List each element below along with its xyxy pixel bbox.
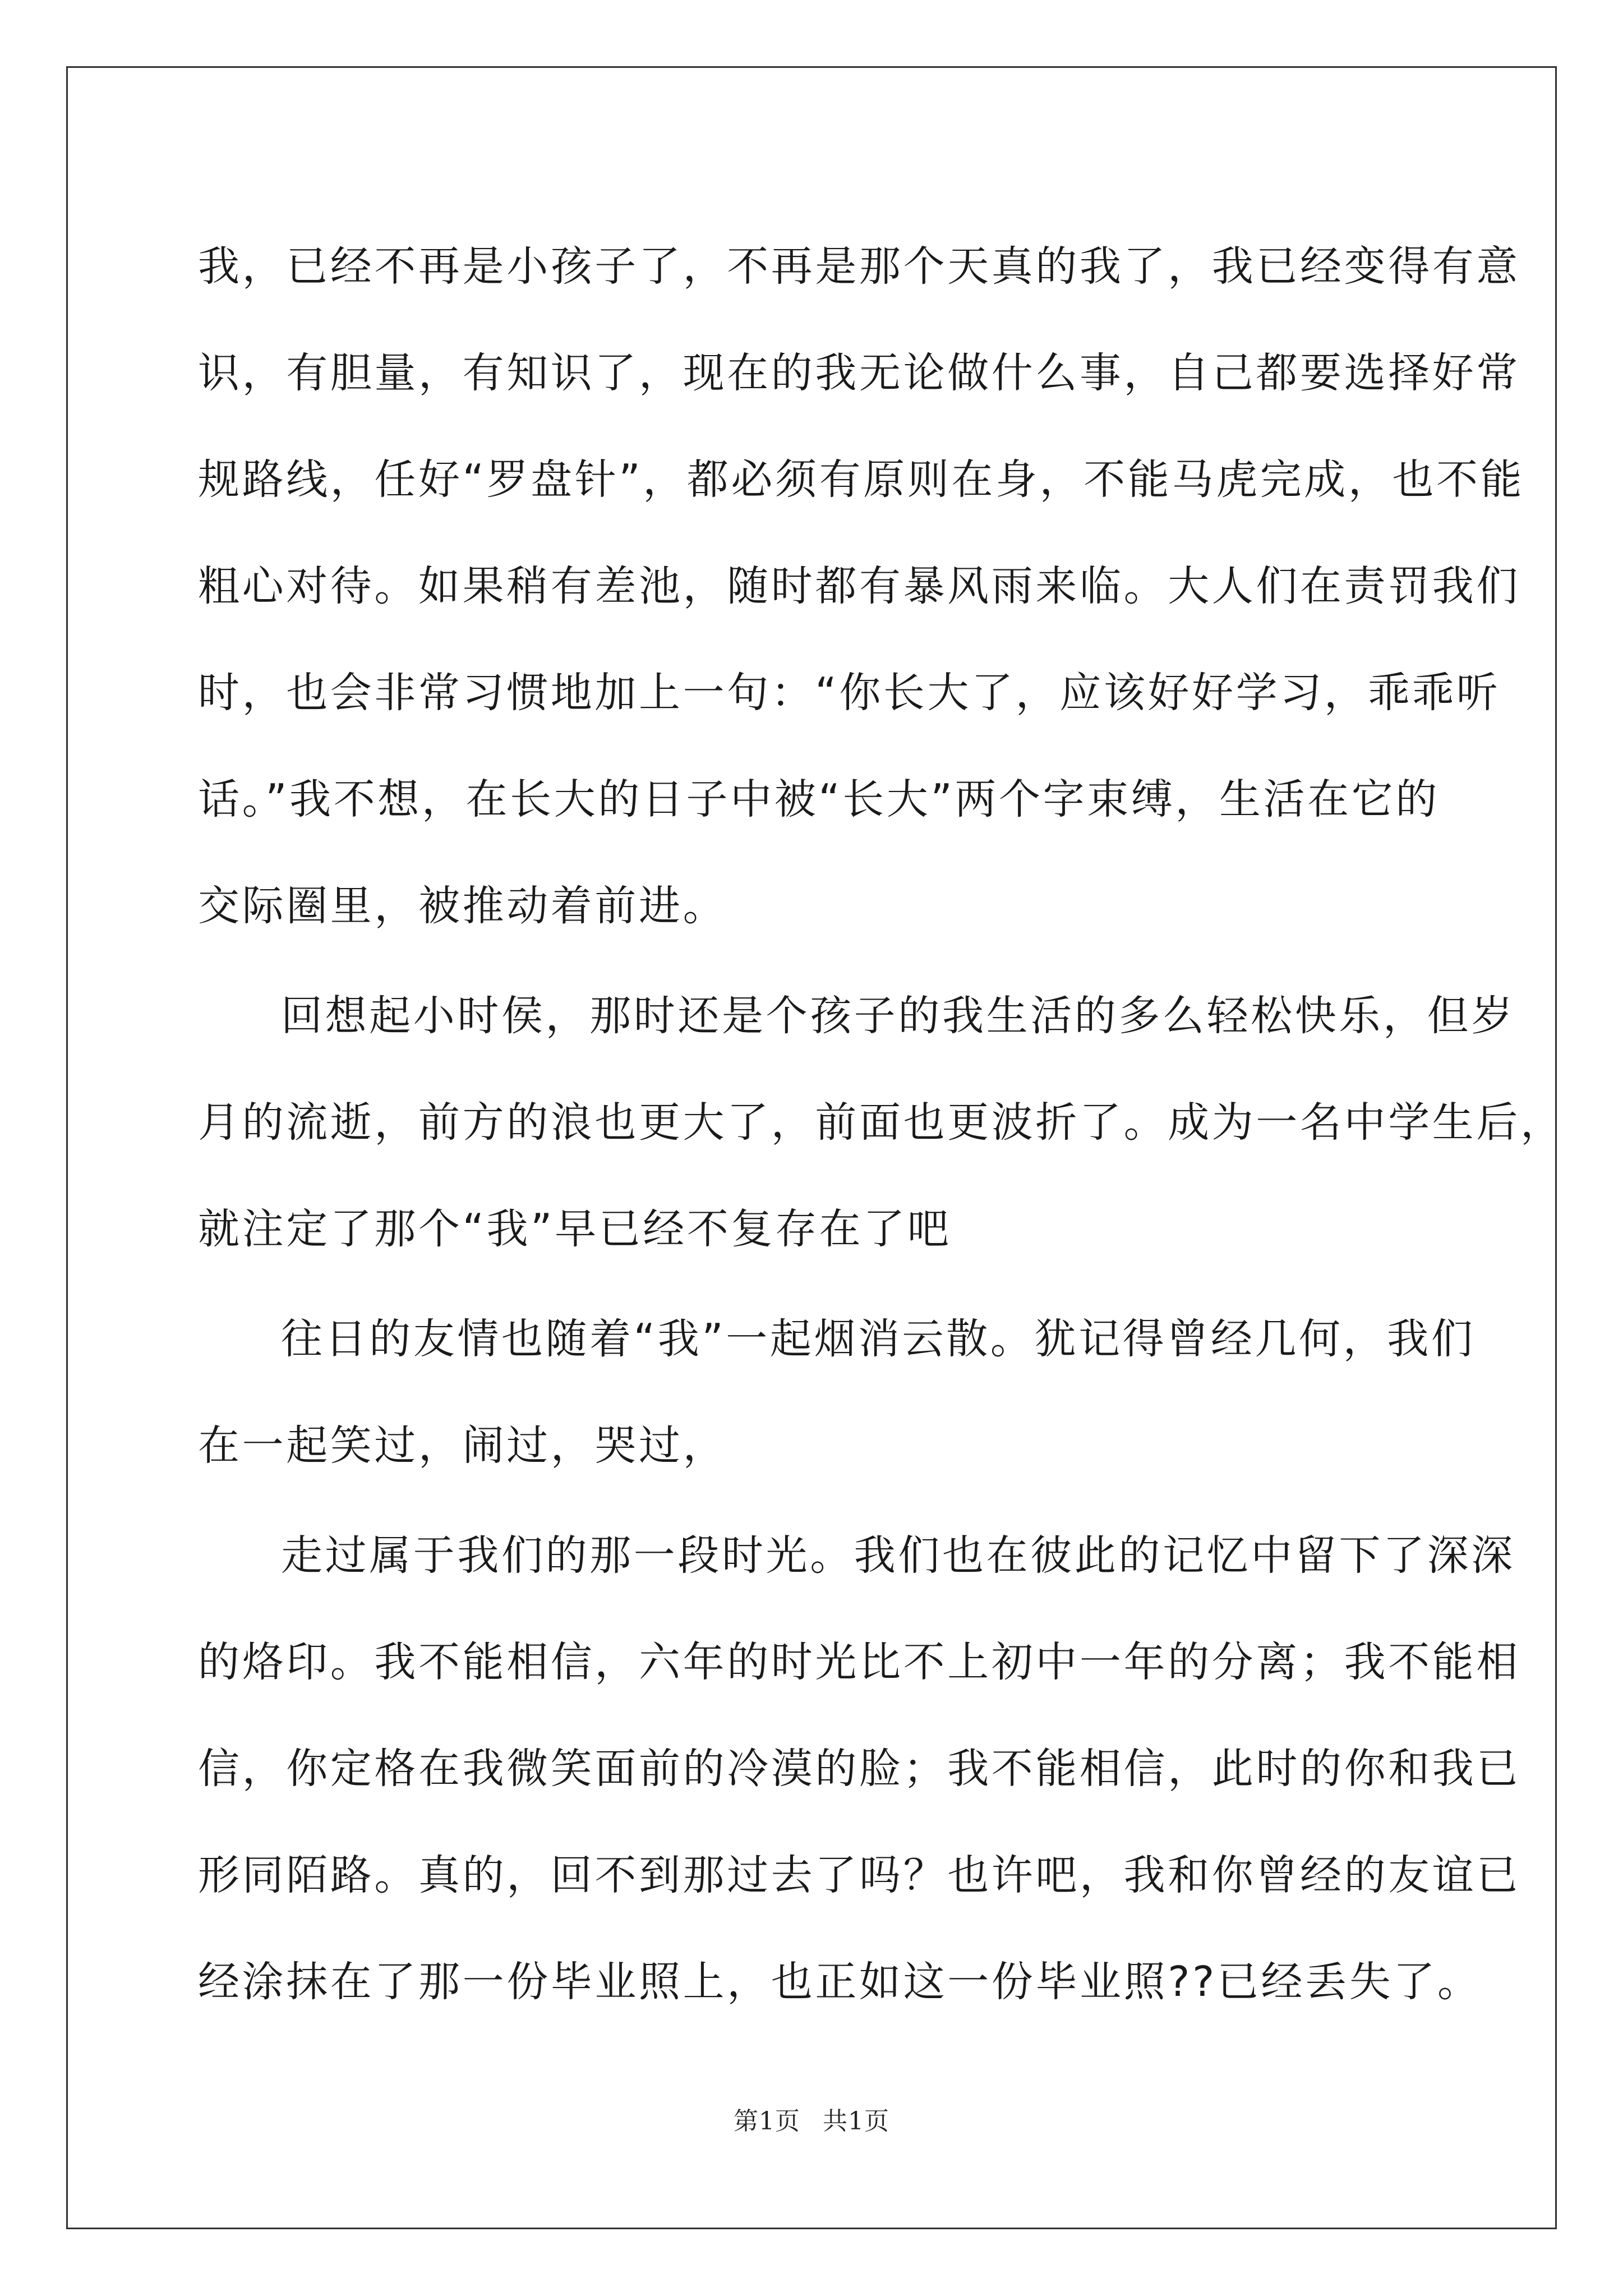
- text-line: 走过属于我们的那一段时光。我们也在彼此的记忆中留下了深深: [281, 1531, 1515, 1580]
- text-line: 经涂抹在了那一份毕业照上，也正如这一份毕业照??已经丢失了。: [198, 1958, 1482, 2006]
- text-line: 信，你定格在我微笑面前的冷漠的脸；我不能相信，此时的你和我已: [198, 1745, 1520, 1793]
- paragraph-3: [198, 1286, 1476, 1499]
- text-line: 就注定了那个“我”早已经不复存在了吧: [198, 1205, 952, 1253]
- text-line: 识，有胆量，有知识了，现在的我无论做什么事，自己都要选择好常: [198, 349, 1520, 397]
- text-line: 时，也会非常习惯地加上一句：“你长大了，应该好好学习，乖乖听: [198, 669, 1501, 717]
- text-line: 形同陌路。真的，回不到那过去了吗？也许吧，我和你曾经的友谊已: [198, 1851, 1520, 1899]
- page-footer: [0, 2101, 1623, 2137]
- paragraph-4: [198, 1502, 1520, 2035]
- text-line: 的烙印。我不能相信，六年的时光比不上初中一年的分离；我不能相: [198, 1638, 1520, 1686]
- page-number: 第1页: [734, 2107, 800, 2136]
- paragraph-1: [198, 213, 1525, 959]
- page-total: 共1页: [823, 2107, 889, 2136]
- text-line: 往日的友情也随着“我”一起烟消云散。犹记得曾经几何，我们: [281, 1315, 1476, 1363]
- text-line: 话。”我不想，在长大的日子中被“长大”两个字束缚，生活在它的: [198, 775, 1440, 823]
- text-line: 粗心对待。如果稍有差池，随时都有暴风雨来临。大人们在责罚我们: [198, 562, 1520, 610]
- text-line: 规路线，任好“罗盘针”，都必须有原则在身，不能马虎完成，也不能: [198, 455, 1525, 504]
- document-body: [198, 213, 1565, 2035]
- text-line: 回想起小时侯，那时还是个孩子的我生活的多么轻松快乐，但岁: [281, 992, 1515, 1040]
- text-line: 我，已经不再是小孩子了，不再是那个天真的我了，我已经变得有意: [198, 242, 1520, 291]
- text-line: 在一起笑过，闹过，哭过，: [198, 1421, 727, 1470]
- text-line: 月的流逝，前方的浪也更大了，前面也更波折了。成为一名中学生后，: [198, 1098, 1565, 1147]
- paragraph-2: [198, 963, 1565, 1282]
- text-line: 交际圈里，被推动着前进。: [198, 882, 727, 930]
